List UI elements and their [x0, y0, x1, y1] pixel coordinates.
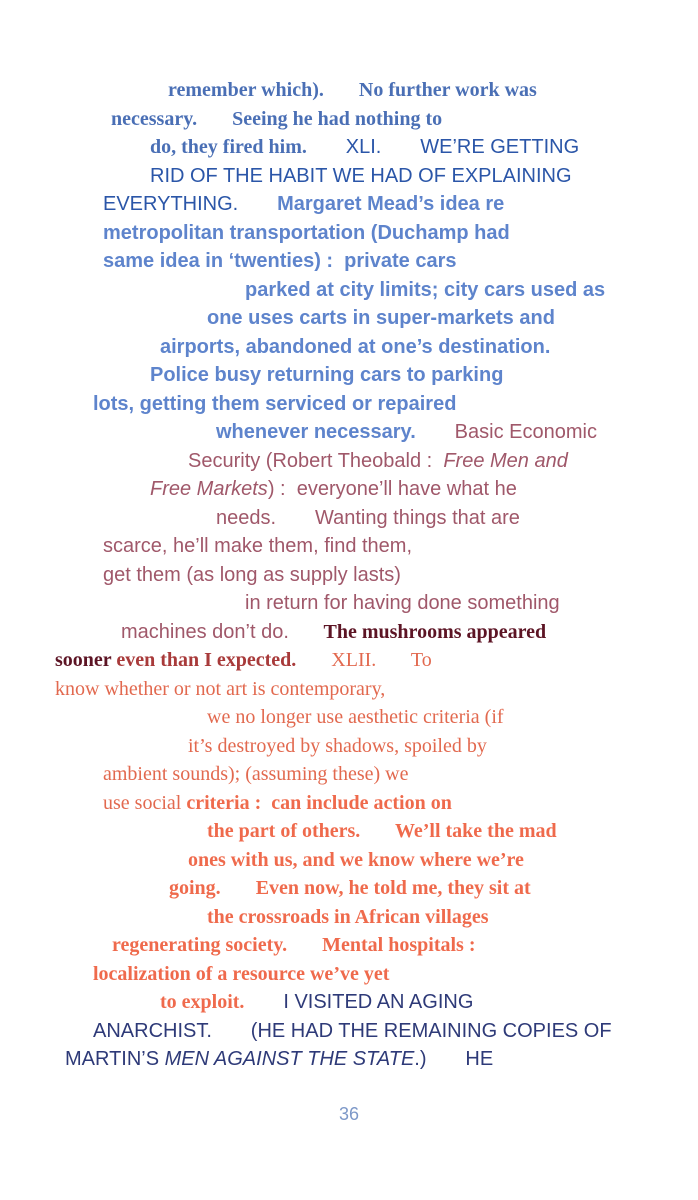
text-segment: whenever necessary. [216, 421, 416, 443]
text-segment: get them (as long as supply lasts) [103, 563, 401, 586]
text-segment: To [376, 649, 432, 671]
text-segment: ambient sounds); (assuming these) we [103, 763, 409, 785]
text-line [103, 532, 412, 560]
text-segment: necessary. [111, 107, 198, 130]
text-line [65, 1045, 493, 1073]
text-segment: lots, getting them serviced or repaired [93, 392, 457, 415]
text-line [245, 276, 605, 304]
text-line [150, 361, 503, 389]
text-segment: XLII. [296, 649, 377, 671]
text-line [103, 789, 452, 817]
text-segment: ones with us, and we know where we’re [188, 848, 524, 871]
text-line [111, 105, 442, 133]
text-segment: Mental hospitals : [287, 934, 476, 956]
text-segment: even than I expected. [116, 649, 297, 671]
text-segment: Margaret Mead’s idea re [238, 193, 505, 215]
text-segment: remember which). [168, 79, 324, 101]
text-segment: needs. [216, 506, 277, 529]
text-line [55, 646, 432, 674]
text-line [93, 390, 456, 418]
text-segment: The mushrooms appeared [288, 620, 547, 643]
text-line [103, 247, 456, 275]
text-line [150, 133, 579, 161]
text-segment: Basic Economic [415, 421, 597, 443]
text-segment: ANARCHIST. [93, 1019, 212, 1042]
text-line [169, 874, 531, 902]
text-segment: scarce, he’ll make them, find them, [103, 535, 413, 557]
text-line [160, 333, 550, 361]
text-segment: Security (Robert Theobald : [188, 449, 444, 472]
text-segment: MEN AGAINST THE STATE [164, 1048, 415, 1070]
page-number: 36 [338, 1104, 360, 1124]
text-line [93, 1017, 612, 1045]
text-segment: Free Markets [150, 478, 268, 500]
text-line [188, 447, 568, 475]
text-line [103, 760, 409, 788]
text-line [55, 675, 385, 703]
text-segment: it’s destroyed by shadows, spoiled by [188, 734, 487, 757]
text-line [207, 903, 488, 931]
text-line [150, 162, 572, 190]
text-segment: airports, abandoned at one’s destination. [160, 335, 551, 358]
text-segment: (HE HAD THE REMAINING COPIES OF [211, 1019, 612, 1042]
text-segment: one uses carts in super-markets and [207, 307, 555, 329]
text-segment: same idea in ‘twenties) : private cars [103, 250, 457, 272]
text-line [188, 732, 487, 760]
text-line [150, 475, 517, 503]
text-line [245, 589, 560, 617]
text-segment: WE’RE GETTING [381, 136, 580, 158]
text-line [112, 931, 475, 959]
text-segment: No further work was [323, 79, 537, 101]
text-segment: XLI. [306, 136, 382, 158]
text-line [216, 504, 520, 532]
text-segment: use social [103, 791, 187, 814]
text-line [207, 304, 555, 332]
text-segment: Free Men and [443, 449, 568, 472]
text-segment: .) [414, 1048, 427, 1070]
text-line [103, 219, 510, 247]
text-line [103, 561, 401, 589]
text-segment: know whether or not art is contemporary, [55, 677, 386, 700]
text-segment: regenerating society. [112, 934, 288, 956]
text-line [93, 960, 389, 988]
text-segment: the part of others. [207, 820, 361, 842]
text-segment: Police busy returning cars to parking [150, 364, 504, 386]
text-segment: in return for having done something [245, 592, 560, 614]
text-segment: metropolitan transportation (Duchamp had [103, 221, 510, 244]
text-segment: HE [426, 1048, 494, 1070]
text-segment: machines don’t do. [121, 620, 289, 643]
text-segment: Even now, he told me, they sit at [220, 877, 531, 899]
text-segment: RID OF THE HABIT WE HAD OF EXPLAINING [150, 164, 572, 187]
text-segment: criteria : can include action on [186, 791, 452, 814]
text-segment: MARTIN’S [65, 1048, 165, 1070]
text-line [188, 846, 524, 874]
text-segment: the crossroads in African villages [207, 905, 489, 928]
text-segment: We’ll take the mad [360, 820, 557, 842]
text-segment: EVERYTHING. [103, 193, 239, 215]
text-line [216, 418, 597, 446]
text-segment: I VISITED AN AGING [244, 991, 474, 1013]
text-segment: ) : everyone’ll have what he [267, 478, 517, 500]
text-segment: sooner [55, 649, 117, 671]
text-line [207, 817, 557, 845]
text-line [103, 190, 504, 218]
text-segment: going. [169, 877, 221, 899]
text-segment: do, they fired him. [150, 136, 307, 158]
text-line [160, 988, 473, 1016]
text-line [168, 76, 537, 104]
text-line [121, 618, 546, 646]
text-segment: localization of a resource we’ve yet [93, 962, 390, 985]
text-segment: Seeing he had nothing to [197, 107, 443, 130]
text-segment: we no longer use aesthetic criteria (if [207, 706, 504, 728]
text-segment: to exploit. [160, 991, 245, 1013]
text-line [207, 703, 504, 731]
text-segment: parked at city limits; city cars used as [245, 278, 606, 301]
text-segment: Wanting things that are [276, 506, 520, 529]
